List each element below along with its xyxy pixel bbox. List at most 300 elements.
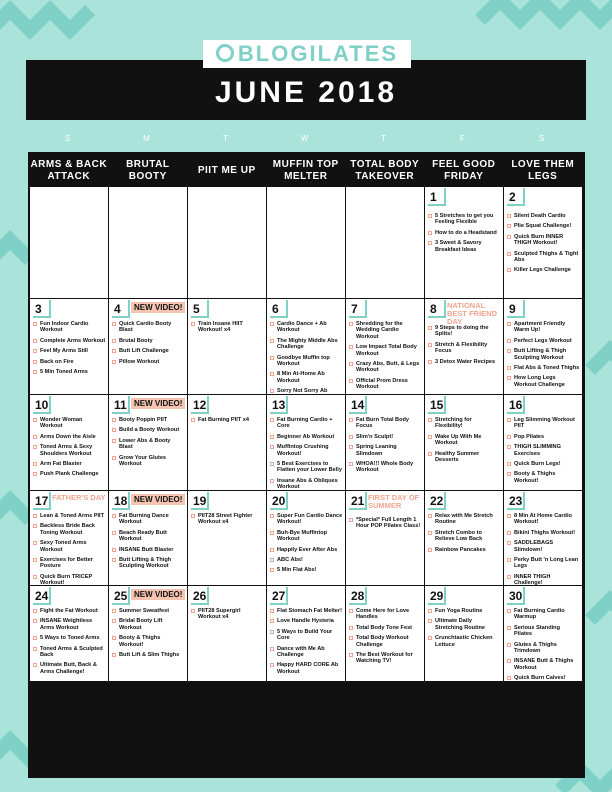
workout-item[interactable]	[507, 365, 580, 371]
checkbox-icon[interactable]	[270, 609, 274, 613]
workout-label: Butt Lifting & Thigh Sculpting Workout	[119, 557, 172, 570]
workout-item[interactable]	[507, 658, 580, 671]
workout-item[interactable]	[428, 417, 501, 430]
checkbox-icon[interactable]	[349, 462, 353, 466]
workout-item[interactable]	[112, 427, 185, 433]
workout-item[interactable]	[507, 471, 580, 484]
checkbox-icon[interactable]	[428, 548, 432, 552]
checkbox-icon[interactable]	[33, 370, 37, 374]
workout-item[interactable]	[349, 444, 422, 457]
workout-item[interactable]	[112, 618, 185, 631]
checkbox-icon[interactable]	[112, 514, 116, 518]
workout-label: PIIT28 Supergirl Workout x4	[198, 608, 241, 621]
checkbox-icon[interactable]	[507, 541, 511, 545]
workout-label: Sorry Not Sorry Ab	[277, 388, 328, 395]
checkbox-icon[interactable]	[507, 514, 511, 518]
column-header: LOVE THEM LEGS	[504, 154, 582, 188]
checkbox-icon[interactable]	[349, 626, 353, 630]
workout-item[interactable]	[33, 338, 106, 344]
workout-item[interactable]	[507, 213, 580, 219]
checkbox-icon[interactable]	[270, 548, 274, 552]
workout-item[interactable]	[428, 240, 501, 253]
day-cell	[504, 395, 582, 490]
workout-item[interactable]	[270, 355, 343, 368]
checkbox-icon[interactable]	[33, 514, 37, 518]
workout-item[interactable]	[349, 378, 422, 391]
workout-item[interactable]	[33, 608, 106, 614]
workout-item[interactable]	[112, 321, 185, 334]
brand-logo	[203, 40, 411, 68]
workout-item[interactable]	[33, 540, 106, 553]
workout-label: *Special* Full Length 1 Hour POP Pilates Class!	[356, 517, 421, 530]
workout-list	[507, 213, 580, 278]
checkbox-icon[interactable]	[507, 462, 511, 466]
checkbox-icon[interactable]	[428, 636, 432, 640]
day-number: 24	[33, 587, 51, 605]
workout-item[interactable]	[507, 642, 580, 655]
day-number: 28	[349, 587, 367, 605]
checkbox-icon[interactable]	[270, 531, 274, 535]
workout-item[interactable]	[270, 557, 343, 563]
checkbox-icon[interactable]	[33, 609, 37, 613]
checkbox-icon[interactable]	[112, 339, 116, 343]
day-number: 14	[349, 396, 367, 414]
workout-list	[428, 417, 501, 467]
workout-label: Arms Down the Aisle	[40, 433, 96, 440]
checkbox-icon[interactable]	[507, 659, 511, 663]
day-cell	[504, 299, 582, 394]
workout-item[interactable]	[33, 557, 106, 570]
checkbox-icon[interactable]	[507, 531, 511, 535]
workout-item[interactable]	[112, 438, 185, 451]
workout-item[interactable]	[112, 348, 185, 354]
checkbox-icon[interactable]	[33, 647, 37, 651]
workout-item[interactable]	[270, 321, 343, 334]
checkbox-icon[interactable]	[507, 252, 511, 256]
workout-item[interactable]	[428, 325, 501, 338]
workout-item[interactable]	[349, 625, 422, 631]
checkbox-icon[interactable]	[507, 626, 511, 630]
workout-item[interactable]	[507, 540, 580, 553]
checkbox-icon[interactable]	[428, 214, 432, 218]
day-cell	[30, 187, 108, 298]
workout-item[interactable]	[112, 557, 185, 570]
checkbox-icon[interactable]	[33, 349, 37, 353]
checkbox-icon[interactable]	[270, 630, 274, 634]
workout-label: Fat Burn Total Body Focus	[356, 417, 410, 430]
checkbox-icon[interactable]	[507, 558, 511, 562]
day-cell	[504, 187, 582, 298]
new-video-badge: NEW VIDEO!	[131, 302, 185, 313]
workout-item[interactable]	[112, 635, 185, 648]
checkbox-icon[interactable]	[507, 445, 511, 449]
workout-item[interactable]	[33, 321, 106, 334]
checkbox-icon[interactable]	[191, 514, 195, 518]
checkbox-icon[interactable]	[349, 379, 353, 383]
workout-item[interactable]	[191, 608, 264, 621]
day-number: 19	[191, 492, 209, 510]
workout-item[interactable]	[507, 251, 580, 264]
checkbox-icon[interactable]	[507, 322, 511, 326]
checkbox-icon[interactable]	[33, 636, 37, 640]
workout-label: Insane Abs & Obliques Workout	[277, 477, 338, 491]
day-cell	[109, 491, 187, 585]
checkbox-icon[interactable]	[270, 339, 274, 343]
workout-item[interactable]	[191, 513, 264, 526]
workout-label: Complete Arms Workout	[40, 337, 106, 344]
checkbox-icon[interactable]	[428, 609, 432, 613]
checkbox-icon[interactable]	[33, 339, 37, 343]
workout-item[interactable]	[112, 530, 185, 543]
workout-item[interactable]	[349, 434, 422, 440]
workout-item[interactable]	[507, 675, 580, 681]
workout-item[interactable]	[428, 434, 501, 447]
workout-item[interactable]	[33, 574, 106, 587]
workout-item[interactable]	[507, 375, 580, 388]
checkbox-icon[interactable]	[112, 619, 116, 623]
checkbox-icon[interactable]	[507, 472, 511, 476]
workout-item[interactable]	[270, 478, 343, 491]
workout-item[interactable]	[507, 338, 580, 344]
workout-item[interactable]	[270, 618, 343, 624]
workout-item[interactable]	[349, 344, 422, 357]
day-number: 6	[270, 300, 288, 318]
workout-label: Stretch Combo to Relieve Low Back	[435, 529, 483, 543]
workout-item[interactable]	[428, 230, 501, 236]
workout-label: 5 Min Flat Abs!	[277, 567, 317, 574]
workout-label: Bridal Booty Lift Workout	[119, 618, 163, 631]
workout-label: Slim'n Sculpt!	[356, 433, 394, 440]
workout-item[interactable]	[112, 338, 185, 344]
workout-item[interactable]	[33, 369, 106, 375]
workout-item[interactable]	[112, 652, 185, 658]
workout-label: Stretch & Flexibility Focus	[435, 341, 488, 355]
checkbox-icon[interactable]	[349, 653, 353, 657]
workout-item[interactable]	[507, 461, 580, 467]
workout-item[interactable]	[270, 567, 343, 573]
workout-label: Back on Fire	[40, 358, 74, 365]
workout-item[interactable]	[428, 618, 501, 631]
workout-label: Summer Sweatfest	[119, 608, 170, 614]
checkbox-icon[interactable]	[33, 541, 37, 545]
checkbox-icon[interactable]	[507, 418, 511, 422]
checkbox-icon[interactable]	[349, 362, 353, 366]
checkbox-icon[interactable]	[428, 231, 432, 235]
workout-item[interactable]	[349, 321, 422, 340]
workout-label: Official Prom Dress Workout	[356, 377, 408, 391]
workout-item[interactable]	[33, 348, 106, 354]
checkbox-icon[interactable]	[507, 339, 511, 343]
checkbox-icon[interactable]	[191, 609, 195, 613]
workout-item[interactable]	[428, 635, 501, 648]
checkbox-icon[interactable]	[270, 356, 274, 360]
day-number: 27	[270, 587, 288, 605]
checkbox-icon[interactable]	[270, 663, 274, 667]
workout-item[interactable]	[507, 223, 580, 229]
checkbox-icon[interactable]	[428, 514, 432, 518]
workout-label: Dance with Me Ab Challenge	[277, 645, 325, 659]
checkbox-icon[interactable]	[112, 360, 116, 364]
checkbox-icon[interactable]	[349, 345, 353, 349]
checkbox-icon[interactable]	[428, 619, 432, 623]
workout-item[interactable]	[428, 359, 501, 365]
workout-item[interactable]	[33, 662, 106, 675]
workout-item[interactable]	[428, 547, 501, 553]
workout-item[interactable]	[349, 635, 422, 648]
workout-label: Fat Burning Cardio Warmup	[514, 608, 565, 621]
workout-item[interactable]	[33, 646, 106, 659]
workout-label: Butt Lift Challenge	[119, 348, 169, 355]
workout-label: 3 Detox Water Recipes	[435, 358, 496, 365]
workout-item[interactable]	[270, 338, 343, 351]
day-number: 15	[428, 396, 446, 414]
new-video-badge: NEW VIDEO!	[131, 494, 185, 505]
checkbox-icon[interactable]	[270, 445, 274, 449]
workout-label: Apartment Friendly Warm Up!	[514, 321, 566, 334]
workout-item[interactable]	[33, 471, 106, 477]
checkbox-icon[interactable]	[349, 445, 353, 449]
workout-item[interactable]	[349, 461, 422, 474]
checkbox-icon[interactable]	[270, 372, 274, 376]
workout-label: Cardio Dance + Ab Workout	[277, 321, 327, 334]
checkbox-icon[interactable]	[33, 619, 37, 623]
workout-item[interactable]	[112, 513, 185, 526]
checkbox-icon[interactable]	[270, 418, 274, 422]
checkbox-icon[interactable]	[349, 636, 353, 640]
checkbox-icon[interactable]	[507, 349, 511, 353]
workout-item[interactable]	[191, 417, 264, 423]
new-video-badge: NEW VIDEO!	[131, 398, 185, 409]
checkbox-icon[interactable]	[112, 322, 116, 326]
workout-item[interactable]	[349, 361, 422, 374]
workout-label: 5 Ways to Toned Arms	[40, 635, 100, 642]
workout-item[interactable]	[112, 455, 185, 468]
workout-item[interactable]	[349, 652, 422, 665]
workout-item[interactable]	[507, 557, 580, 570]
workout-label: Perfect Legs Workout	[514, 337, 572, 344]
workout-item[interactable]	[428, 342, 501, 355]
workout-label: Exercises for Better Posture	[40, 557, 93, 570]
checkbox-icon[interactable]	[112, 609, 116, 613]
checkbox-icon[interactable]	[507, 268, 511, 272]
workout-label: Quick Burn Calves!	[514, 675, 566, 682]
day-cell	[425, 187, 503, 298]
day-letter: F	[460, 134, 466, 143]
workout-item[interactable]	[270, 530, 343, 543]
workout-label: Goodbye Muffin top Workout	[277, 354, 330, 368]
checkbox-icon[interactable]	[112, 531, 116, 535]
workout-item[interactable]	[112, 608, 185, 614]
workout-item[interactable]	[270, 434, 343, 440]
workout-item[interactable]	[270, 547, 343, 553]
checkbox-icon[interactable]	[349, 418, 353, 422]
checkbox-icon[interactable]	[270, 479, 274, 483]
checkbox-icon[interactable]	[33, 360, 37, 364]
workout-item[interactable]	[507, 234, 580, 247]
day-cell	[30, 395, 108, 490]
workout-label: Plie Squat Challenge!	[514, 223, 572, 230]
workout-item[interactable]	[507, 321, 580, 334]
workout-item[interactable]	[33, 523, 106, 536]
day-cell	[188, 395, 266, 490]
workout-item[interactable]	[33, 618, 106, 631]
workout-item[interactable]	[349, 417, 422, 430]
workout-label: INSANE Weightless Arms Workout	[40, 618, 93, 631]
workout-item[interactable]	[428, 608, 501, 614]
workout-label: Glutes & Thighs Trimdown	[514, 641, 557, 655]
workout-list	[428, 513, 501, 557]
checkbox-icon[interactable]	[428, 360, 432, 364]
checkbox-icon[interactable]	[349, 609, 353, 613]
workout-item[interactable]	[33, 461, 106, 467]
checkbox-icon[interactable]	[270, 435, 274, 439]
workout-item[interactable]	[33, 434, 106, 440]
checkbox-icon[interactable]	[507, 643, 511, 647]
checkbox-icon[interactable]	[428, 435, 432, 439]
checkbox-icon[interactable]	[428, 343, 432, 347]
checkbox-icon[interactable]	[270, 619, 274, 623]
checkbox-icon[interactable]	[507, 224, 511, 228]
workout-item[interactable]	[33, 444, 106, 457]
workout-item[interactable]	[270, 444, 343, 457]
checkbox-icon[interactable]	[349, 518, 353, 522]
workout-item[interactable]	[270, 662, 343, 675]
workout-item[interactable]	[270, 461, 343, 474]
workout-item[interactable]	[349, 608, 422, 621]
checkbox-icon[interactable]	[507, 575, 511, 579]
workout-item[interactable]	[428, 451, 501, 464]
workout-item[interactable]	[270, 513, 343, 526]
checkbox-icon[interactable]	[33, 462, 37, 466]
workout-item[interactable]	[428, 530, 501, 543]
workout-item[interactable]	[33, 635, 106, 641]
workout-item[interactable]	[507, 625, 580, 638]
checkbox-icon[interactable]	[33, 472, 37, 476]
workout-label: Crunchtastic Chicken Lettuce	[435, 635, 493, 648]
workout-item[interactable]	[507, 608, 580, 621]
checkbox-icon[interactable]	[33, 445, 37, 449]
checkbox-icon[interactable]	[507, 214, 511, 218]
day-cell	[267, 299, 345, 394]
workout-list	[507, 417, 580, 488]
checkbox-icon[interactable]	[270, 647, 274, 651]
checkbox-icon[interactable]	[428, 326, 432, 330]
checkbox-icon[interactable]	[349, 435, 353, 439]
day-number: 16	[507, 396, 525, 414]
workout-label: Train Insane HIIT Workout! x4	[198, 321, 243, 334]
workout-item[interactable]	[112, 547, 185, 553]
workout-label: Perky Butt 'n Long Lean Legs	[514, 557, 579, 570]
checkbox-icon[interactable]	[112, 428, 116, 432]
workout-label: Toned Arms & Sculpted Back	[40, 645, 103, 659]
workout-list	[270, 608, 343, 679]
workout-item[interactable]	[507, 267, 580, 273]
checkbox-icon[interactable]	[270, 568, 274, 572]
workout-item[interactable]	[428, 213, 501, 226]
checkbox-icon[interactable]	[507, 366, 511, 370]
workout-item[interactable]	[270, 371, 343, 384]
checkbox-icon[interactable]	[112, 439, 116, 443]
checkbox-icon[interactable]	[507, 235, 511, 239]
checkbox-icon[interactable]	[507, 609, 511, 613]
workout-item[interactable]	[270, 629, 343, 642]
workout-item[interactable]	[33, 359, 106, 365]
day-cell	[504, 491, 582, 585]
checkbox-icon[interactable]	[112, 548, 116, 552]
checkbox-icon[interactable]	[33, 322, 37, 326]
workout-item[interactable]	[349, 517, 422, 530]
checkbox-icon[interactable]	[112, 636, 116, 640]
checkbox-icon[interactable]	[112, 349, 116, 353]
workout-item[interactable]	[191, 321, 264, 334]
workout-item[interactable]	[507, 513, 580, 526]
checkbox-icon[interactable]	[428, 452, 432, 456]
checkbox-icon[interactable]	[33, 524, 37, 528]
checkbox-icon[interactable]	[112, 418, 116, 422]
workout-label: Butt Lifting & Thigh Sculpting Workout	[514, 348, 567, 361]
workout-item[interactable]	[112, 417, 185, 423]
checkbox-icon[interactable]	[270, 558, 274, 562]
workout-item[interactable]	[507, 574, 580, 587]
checkbox-icon[interactable]	[428, 241, 432, 245]
workout-list	[112, 321, 185, 369]
workout-label: Low Impact Total Body Workout	[356, 344, 417, 357]
checkbox-icon[interactable]	[270, 389, 274, 393]
checkbox-icon[interactable]	[33, 418, 37, 422]
workout-item[interactable]	[112, 359, 185, 365]
workout-label: Fight the Fat Workout	[40, 608, 98, 614]
checkbox-icon[interactable]	[33, 435, 37, 439]
workout-item[interactable]	[507, 348, 580, 361]
workout-item[interactable]	[507, 444, 580, 457]
checkbox-icon[interactable]	[428, 418, 432, 422]
workout-item[interactable]	[270, 608, 343, 614]
checkbox-icon[interactable]	[349, 322, 353, 326]
checkbox-icon[interactable]	[191, 322, 195, 326]
workout-list	[270, 513, 343, 578]
workout-item[interactable]	[33, 417, 106, 430]
workout-label: Feel My Arms Still	[40, 348, 88, 355]
checkbox-icon[interactable]	[33, 558, 37, 562]
checkbox-icon[interactable]	[428, 531, 432, 535]
workout-label: Stretching for Flexibility!	[435, 417, 472, 430]
day-cell	[188, 299, 266, 394]
workout-list	[349, 517, 422, 534]
checkbox-icon[interactable]	[33, 663, 37, 667]
workout-item[interactable]	[270, 646, 343, 659]
workout-label: Flat Stomach Fat Melter!	[277, 608, 342, 614]
workout-item[interactable]	[33, 513, 106, 519]
checkbox-icon[interactable]	[191, 418, 195, 422]
checkbox-icon[interactable]	[507, 676, 511, 680]
workout-label: Quick Burn Legs!	[514, 461, 561, 468]
checkbox-icon[interactable]	[270, 322, 274, 326]
checkbox-icon[interactable]	[507, 376, 511, 380]
workout-item[interactable]	[507, 530, 580, 536]
workout-list	[270, 321, 343, 405]
workout-item[interactable]	[270, 417, 343, 430]
workout-item[interactable]	[428, 513, 501, 526]
checkbox-icon[interactable]	[270, 514, 274, 518]
checkbox-icon[interactable]	[112, 558, 116, 562]
checkbox-icon[interactable]	[33, 575, 37, 579]
checkbox-icon[interactable]	[270, 462, 274, 466]
checkbox-icon[interactable]	[507, 435, 511, 439]
workout-item[interactable]	[507, 417, 580, 430]
checkbox-icon[interactable]	[112, 653, 116, 657]
checkbox-icon[interactable]	[112, 456, 116, 460]
workout-item[interactable]	[507, 434, 580, 440]
